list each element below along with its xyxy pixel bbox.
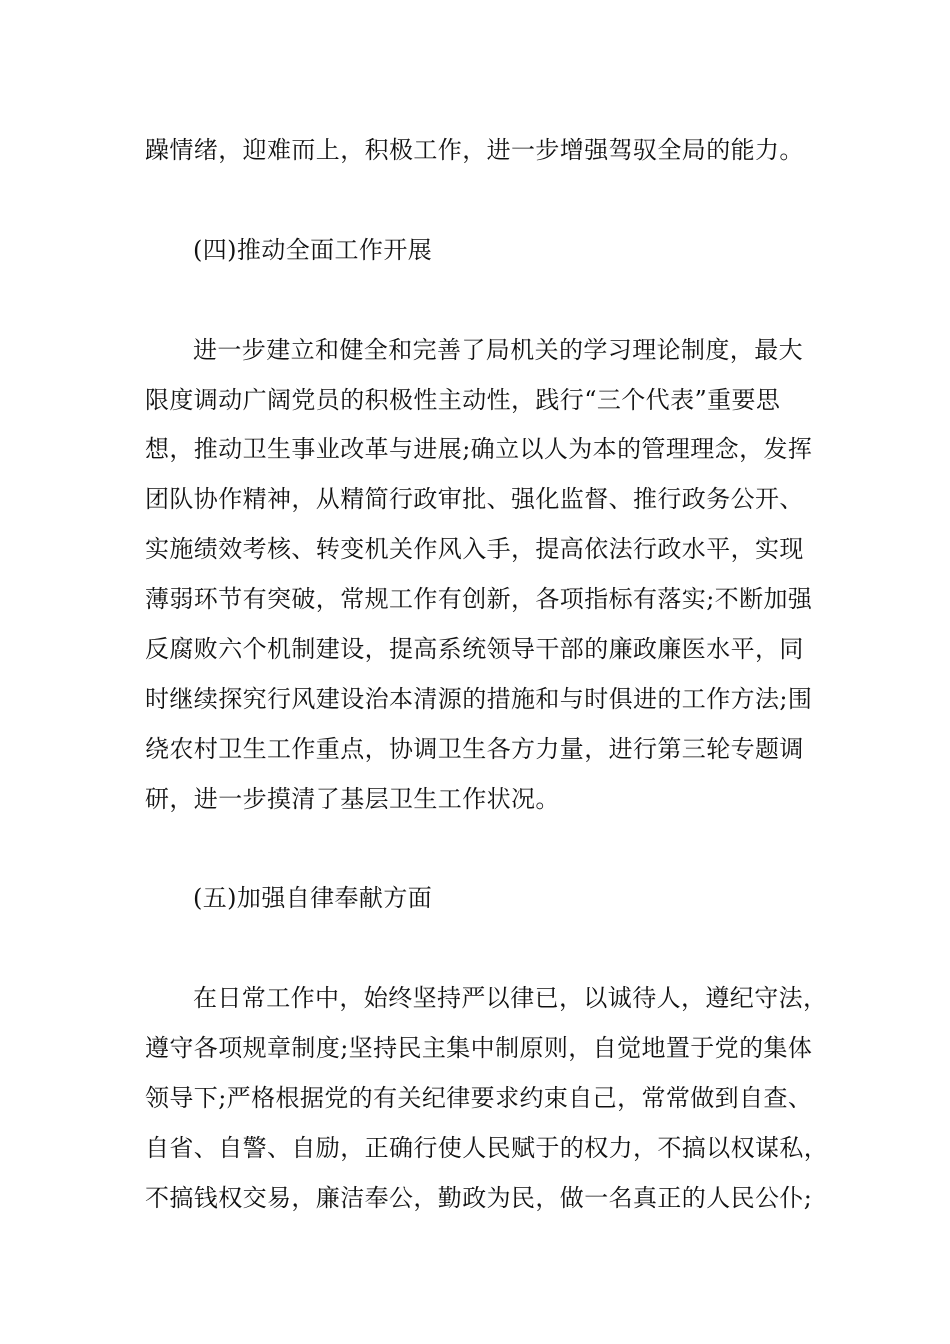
paragraph-line: 在日常工作中，始终坚持严以律已，以诚待人，遵纪守法， [193,984,828,1012]
paragraph-line: 绕农村卫生工作重点，协调卫生各方力量，进行第三轮专题调 [145,735,804,763]
paragraph-line: 不搞钱权交易，廉洁奉公，勤政为民，做一名真正的人民公仆; [145,1184,813,1212]
paragraph-line: 想，推动卫生事业改革与进展;确立以人为本的管理理念，发挥 [145,435,813,463]
paragraph-line: 遵守各项规章制度;坚持民主集中制原则，自觉地置于党的集体 [145,1034,813,1062]
paragraph-line: 实施绩效考核、转变机关作风入手，提高依法行政水平，实现 [145,535,804,563]
paragraph-line: 薄弱环节有突破，常规工作有创新，各项指标有落实;不断加强 [145,585,813,613]
paragraph-line: 限度调动广阔党员的积极性主动性，践行“三个代表”重要思 [145,386,781,414]
paragraph-line: 躁情绪，迎难而上，积极工作，进一步增强驾驭全局的能力。 [145,136,804,164]
paragraph-line: 领导下;严格根据党的有关纪律要求约束自己，常常做到自查、 [145,1084,813,1112]
section-heading-5: (五)加强自律奉献方面 [193,884,433,912]
paragraph-line: 时继续探究行风建设治本清源的措施和与时俱进的工作方法;围 [145,685,813,713]
paragraph-line: 自省、自警、自励，正确行使人民赋于的权力，不搞以权谋私， [145,1134,829,1162]
paragraph-line: 团队协作精神，从精简行政审批、强化监督、推行政务公开、 [145,485,804,513]
paragraph-line: 反腐败六个机制建设，提高系统领导干部的廉政廉医水平，同 [145,635,804,663]
paragraph-line: 研，进一步摸清了基层卫生工作状况。 [145,785,560,813]
section-heading-4: (四)推动全面工作开展 [193,236,433,264]
paragraph-line: 进一步建立和健全和完善了局机关的学习理论制度，最大 [193,336,803,364]
